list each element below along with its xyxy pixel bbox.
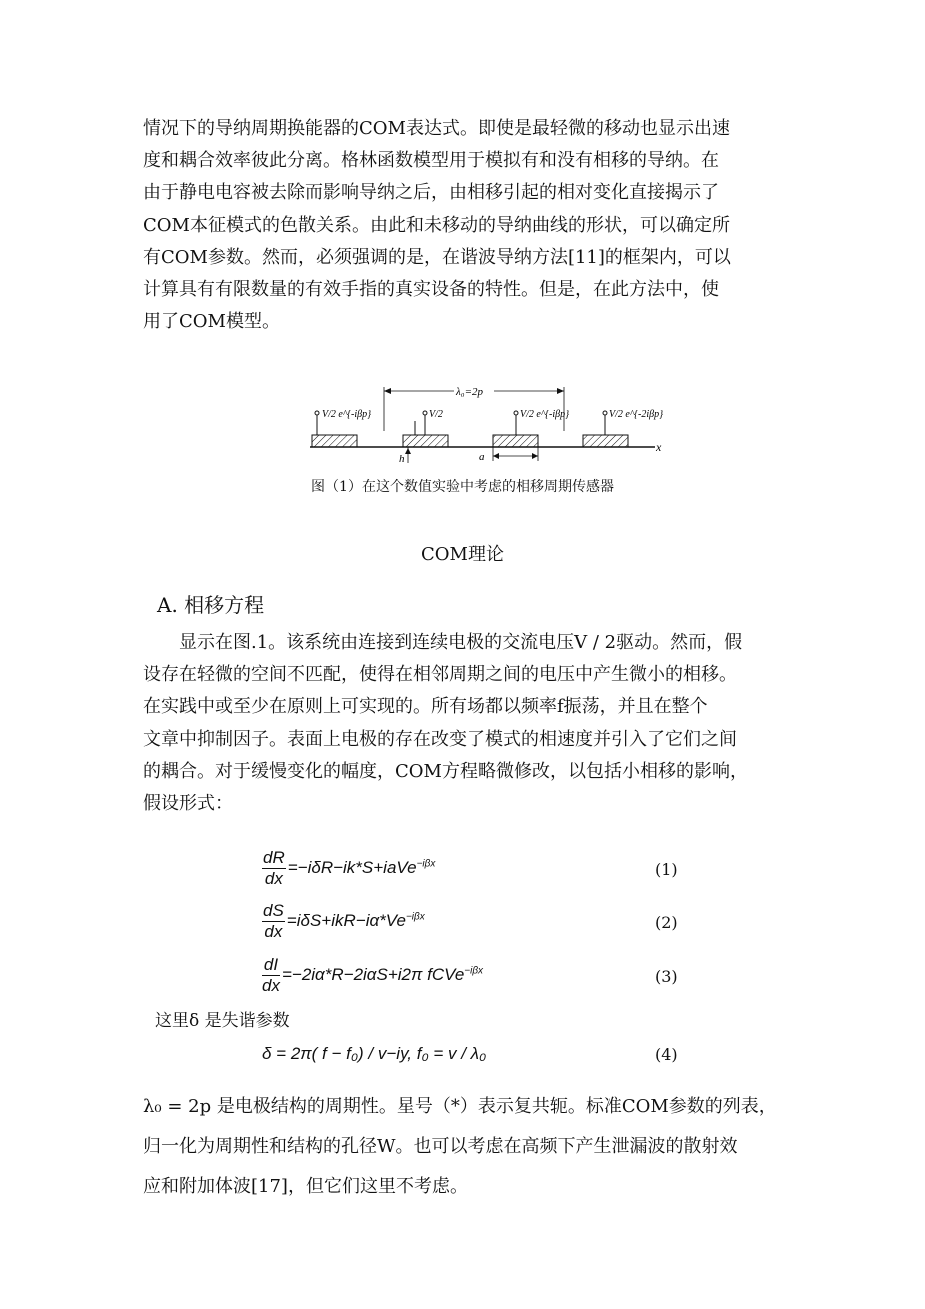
intro-line: COM本征模式的色散关系。由此和未移动的导纳曲线的形状，可以确定所 xyxy=(143,214,730,236)
subsection-title: A. 相移方程 xyxy=(157,593,265,617)
electrode-2 xyxy=(403,435,448,447)
body-paragraph xyxy=(143,627,788,820)
body-line: 在实践中或至少在原则上可实现的。所有场都以频率f振荡，并且在整个 xyxy=(143,696,708,718)
figure-caption: 图（1）在这个数值实验中考虑的相移周期传感器 xyxy=(311,479,614,495)
intro-line: 有COM参数。然而，必须强调的是，在谐波导纳方法[11]的框架内，可以 xyxy=(143,246,731,268)
equation-number-2: (2) xyxy=(655,913,678,932)
body-line: 设存在轻微的空间不匹配，使得在相邻周期之间的电压中产生微小的相移。 xyxy=(143,664,737,686)
closing-paragraph xyxy=(143,1087,788,1207)
equation-number-1: (1) xyxy=(655,860,678,879)
intro-line: 由于静电电容被去除而影响导纳之后，由相移引起的相对变化直接揭示了 xyxy=(143,182,719,204)
body-line: 的耦合。对于缓慢变化的幅度，COM方程略微修改，以包括小相移的影响， xyxy=(143,760,748,782)
equation-1: $\frac{dR}{dx}$ =−iδR−ik*S+iaVe$^{-i\beta x}$ xyxy=(263,848,436,888)
electrode-3 xyxy=(493,435,538,447)
voltage-label-4: V/2 e^{-2iβp} xyxy=(609,409,664,420)
closing-line: 应和附加体波[17]，但它们这里不考虑。 xyxy=(143,1176,468,1197)
electrode-1 xyxy=(312,435,357,447)
equation-number-3: (3) xyxy=(655,967,678,986)
intro-line: 计算具有有限数量的有效手指的真实设备的特性。但是，在此方法中，使 xyxy=(143,279,719,301)
intro-line: 用了COM模型。 xyxy=(143,311,280,333)
a-label: a xyxy=(479,451,485,463)
intro-line: 情况下的导纳周期换能器的COM表达式。即使是最轻微的移动也显示出速 xyxy=(143,118,730,139)
transducer-figure xyxy=(305,385,665,465)
body-line: 假设形式： xyxy=(143,793,233,815)
closing-line: 归一化为周期性和结构的孔径W。也可以考虑在高频下产生泄漏波的散射效 xyxy=(143,1136,738,1157)
lambda-label: λ₀=2p xyxy=(456,386,484,398)
equation-2: $\frac{dS}{dx}$ $=i\delta S+ikR-i\alpha*Ve^{-i\beta x}$ xyxy=(263,901,425,941)
detune-text: 这里δ 是失谐参数 xyxy=(155,1011,290,1031)
closing-line: λ₀ = 2p 是电极结构的周期性。星号（*）表示复共轭。标准COM参数的列表， xyxy=(143,1096,777,1117)
x-axis-label: x xyxy=(656,440,662,454)
intro-line: 度和耦合效率彼此分离。格林函数模型用于模拟有和没有相移的导纳。在 xyxy=(143,150,719,172)
body-line: 显示在图.1。该系统由连接到连续电极的交流电压V / 2驱动。然而，假 xyxy=(143,632,743,653)
voltage-label-3: V/2 e^{-iβp} xyxy=(520,409,570,420)
electrode-4 xyxy=(583,435,628,447)
section-title: COM理论 xyxy=(421,544,504,565)
body-line: 文章中抑制因子。表面上电极的存在改变了模式的相速度并引入了它们之间 xyxy=(143,728,737,750)
voltage-label-1: V/2 e^{-iβp} xyxy=(322,409,372,420)
h-label: h xyxy=(399,453,405,465)
equation-number-4: (4) xyxy=(655,1045,678,1064)
voltage-label-2: V/2 xyxy=(429,409,443,420)
equation-4: δ = 2π( f − f₀) / v−iy, f₀ = v / λ₀ xyxy=(262,1044,487,1063)
equation-3: $\frac{dI}{dx}$ =−2iα*R−2iαS+i2π fCVe$^{-i\beta x}$ xyxy=(262,955,484,995)
intro-paragraph xyxy=(143,113,788,338)
